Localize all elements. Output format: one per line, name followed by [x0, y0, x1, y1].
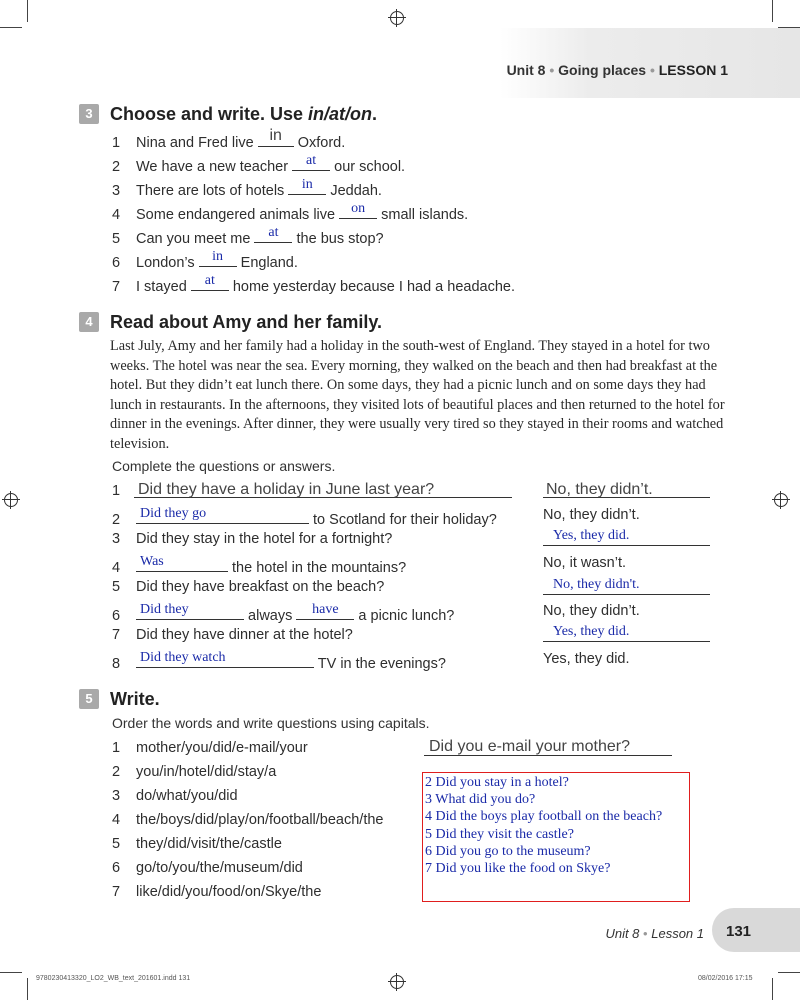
- written-answer: 5 Did they visit the castle?: [425, 826, 574, 842]
- header-separator: •: [649, 62, 655, 78]
- reply-text: Yes, they did.: [543, 651, 630, 667]
- word-order-item: [112, 740, 308, 756]
- item-text: the bus stop?: [292, 231, 384, 247]
- word-order-item: [112, 860, 303, 876]
- print-slug-left: 9780230413320_LO2_WB_text_201601.indd 131: [36, 975, 191, 982]
- answer-blank[interactable]: [258, 127, 294, 147]
- item-number: 5: [112, 579, 121, 595]
- item-number: 5: [112, 836, 121, 852]
- section-3-title: [110, 104, 377, 125]
- title-suffix: .: [372, 104, 378, 124]
- question-row: [112, 627, 353, 643]
- answer-blank[interactable]: [543, 577, 710, 595]
- exercise-item: [112, 250, 298, 271]
- question-row: [112, 555, 406, 576]
- answer-blank[interactable]: [292, 154, 330, 171]
- question-text: Did they have dinner at the hotel?: [136, 627, 353, 643]
- item-number: 3: [112, 531, 121, 547]
- crop-mark: [772, 978, 773, 1000]
- example-answer: Did you e-mail your mother?: [429, 738, 630, 755]
- item-number: 7: [112, 627, 121, 643]
- answer-text: Was: [140, 554, 164, 569]
- item-words: go/to/you/the/museum/did: [136, 860, 303, 876]
- item-number: 3: [112, 788, 121, 804]
- written-answer: 6 Did you go to the museum?: [425, 843, 591, 859]
- item-words: you/in/hotel/did/stay/a: [136, 764, 277, 780]
- section-3-badge: 3: [79, 104, 99, 124]
- answer-text: in: [269, 127, 282, 144]
- item-number: 2: [112, 159, 121, 175]
- written-answer: 3 What did you do?: [425, 792, 536, 808]
- answer-text: at: [306, 153, 317, 168]
- question-row: [112, 483, 136, 499]
- crop-mark: [27, 0, 28, 22]
- reply-text: No, it wasn’t.: [543, 555, 626, 571]
- section-5-instruction: Order the words and write questions using capitals.: [112, 715, 430, 731]
- section-4-badge: 4: [79, 312, 99, 332]
- question-row: [112, 507, 497, 528]
- answer-text: Did they: [140, 602, 189, 617]
- answer-text: on: [351, 201, 366, 216]
- answer-text: Did they watch: [140, 650, 226, 665]
- title-prefix: Choose and write. Use: [110, 104, 309, 124]
- exercise-item: [112, 154, 405, 175]
- exercise-item: [112, 127, 346, 151]
- item-text: England.: [236, 255, 298, 271]
- written-answer: 7 Did you like the food on Skye?: [425, 861, 611, 877]
- footer-unit: Unit 8: [605, 926, 640, 941]
- item-number: 5: [112, 231, 121, 247]
- item-number: 8: [112, 656, 121, 672]
- crop-mark: [778, 972, 800, 973]
- word-order-item: [112, 788, 238, 804]
- item-text: Nina and Fred live: [136, 135, 258, 151]
- reply-text: No, they didn’t.: [543, 507, 640, 523]
- registration-mark-icon: [390, 11, 404, 25]
- reply-text: No, they didn’t.: [543, 603, 640, 619]
- crop-mark: [0, 27, 22, 28]
- answer-text: in: [301, 177, 313, 192]
- answer-text: at: [204, 273, 215, 288]
- answer-text: Did they go: [140, 506, 207, 521]
- answer-blank[interactable]: [136, 507, 309, 524]
- item-text: home yesterday because I had a headache.: [228, 279, 515, 295]
- header-title: Going places: [558, 62, 647, 78]
- written-answers-box: [422, 772, 690, 902]
- crop-mark: [0, 972, 22, 973]
- question-text: a picnic lunch?: [354, 608, 455, 624]
- answer-text: have: [312, 602, 339, 617]
- answer-text: No, they didn't.: [553, 577, 640, 592]
- item-text: I stayed: [136, 279, 191, 295]
- answer-blank[interactable]: [199, 250, 237, 267]
- item-number: 3: [112, 183, 121, 199]
- question-row: [112, 651, 446, 672]
- item-number: 1: [112, 483, 121, 499]
- footer-label: [605, 926, 704, 941]
- question-row: [112, 531, 392, 547]
- item-text: There are lots of hotels: [136, 183, 289, 199]
- word-order-item: [112, 836, 282, 852]
- item-text: small islands.: [377, 207, 469, 223]
- item-text: our school.: [330, 159, 406, 175]
- answer-blank[interactable]: [296, 603, 354, 620]
- print-slug-right: 08/02/2016 17:15: [698, 975, 753, 982]
- exercise-item: [112, 226, 384, 247]
- title-words: in/at/on: [308, 104, 373, 124]
- crop-mark: [772, 0, 773, 22]
- answer-blank[interactable]: [288, 178, 326, 195]
- answer-blank[interactable]: [543, 624, 710, 642]
- footer-separator: •: [643, 926, 648, 941]
- item-number: 2: [112, 512, 121, 528]
- answer-blank[interactable]: [136, 651, 314, 668]
- item-words: like/did/you/food/on/Skye/the: [136, 884, 322, 900]
- word-order-item: [112, 812, 383, 828]
- registration-mark-icon: [774, 493, 788, 507]
- answer-text: in: [212, 249, 224, 264]
- exercise-item: [112, 178, 382, 199]
- item-text: London’s: [136, 255, 199, 271]
- item-number: 1: [112, 135, 121, 151]
- page-number: 131: [726, 923, 752, 940]
- item-number: 4: [112, 207, 121, 223]
- item-number: 6: [112, 860, 121, 876]
- running-header: [507, 62, 728, 78]
- question-text: the hotel in the mountains?: [228, 560, 407, 576]
- question-row: [112, 579, 384, 595]
- crop-mark: [27, 978, 28, 1000]
- item-text: Jeddah.: [326, 183, 382, 199]
- reading-paragraph: Last July, Amy and her family had a holiday in the south-west of England. They stayed in a hotel for two weeks. The hotel was near the sea. Every morning, they walked on the beach and then had breakfast at the hotel. But they didn’t eat lunch there. On some days, they had a picnic lunch and on some days they had lunch in restaurants. In the afternoons, they visited lots of beautiful places and then returned to the hotel for dinner in the evenings. After dinner, they were usually very tired so they stayed in their rooms and watched television.: [110, 338, 725, 452]
- item-words: do/what/you/did: [136, 788, 238, 804]
- item-number: 1: [112, 740, 121, 756]
- answer-blank[interactable]: [136, 555, 228, 572]
- answer-text: Yes, they did.: [553, 624, 630, 639]
- answer-blank[interactable]: [339, 202, 377, 219]
- exercise-item: [112, 274, 515, 295]
- item-words: the/boys/did/play/on/football/beach/the: [136, 812, 384, 828]
- answer-text: Yes, they did.: [553, 528, 630, 543]
- question-text: always: [244, 608, 297, 624]
- item-number: 6: [112, 608, 121, 624]
- answer-blank[interactable]: [543, 528, 710, 546]
- section-4-title: Read about Amy and her family.: [110, 312, 383, 332]
- question-text: Did they have breakfast on the beach?: [136, 579, 385, 595]
- word-order-item: [112, 884, 321, 900]
- question-text: to Scotland for their holiday?: [309, 512, 497, 528]
- item-number: 7: [112, 884, 121, 900]
- item-text: Oxford.: [293, 135, 346, 151]
- section-4-instruction: Complete the questions or answers.: [112, 458, 336, 474]
- footer-lesson: Lesson 1: [651, 926, 704, 941]
- item-number: 4: [112, 812, 121, 828]
- header-separator: •: [549, 62, 555, 78]
- registration-mark-icon: [390, 975, 404, 989]
- answer-blank[interactable]: [136, 603, 244, 620]
- exercise-item: [112, 202, 468, 223]
- written-answer: 4 Did the boys play football on the beach?: [425, 809, 663, 825]
- header-unit: Unit 8: [506, 62, 546, 78]
- registration-mark-icon: [4, 493, 18, 507]
- header-lesson: LESSON 1: [658, 62, 728, 78]
- question-text: TV in the evenings?: [314, 656, 446, 672]
- answer-blank[interactable]: [191, 274, 229, 291]
- item-text: Can you meet me: [136, 231, 255, 247]
- item-number: 6: [112, 255, 121, 271]
- item-number: 2: [112, 764, 121, 780]
- written-answer: 2 Did you stay in a hotel?: [425, 775, 569, 790]
- item-text: We have a new teacher: [136, 159, 293, 175]
- section-5-title: Write.: [110, 689, 160, 709]
- item-text: Some endangered animals live: [136, 207, 340, 223]
- answer-blank[interactable]: [254, 226, 292, 243]
- item-words: mother/you/did/e-mail/your: [136, 740, 308, 756]
- example-answer: No, they didn’t.: [546, 481, 653, 498]
- section-5-badge: 5: [79, 689, 99, 709]
- answer-text: at: [268, 225, 279, 240]
- question-row: [112, 603, 454, 624]
- example-question: Did they have a holiday in June last year?: [138, 481, 435, 498]
- item-number: 7: [112, 279, 121, 295]
- item-words: they/did/visit/the/castle: [136, 836, 282, 852]
- word-order-item: [112, 764, 276, 780]
- question-text: Did they stay in the hotel for a fortnight?: [136, 531, 393, 547]
- item-number: 4: [112, 560, 121, 576]
